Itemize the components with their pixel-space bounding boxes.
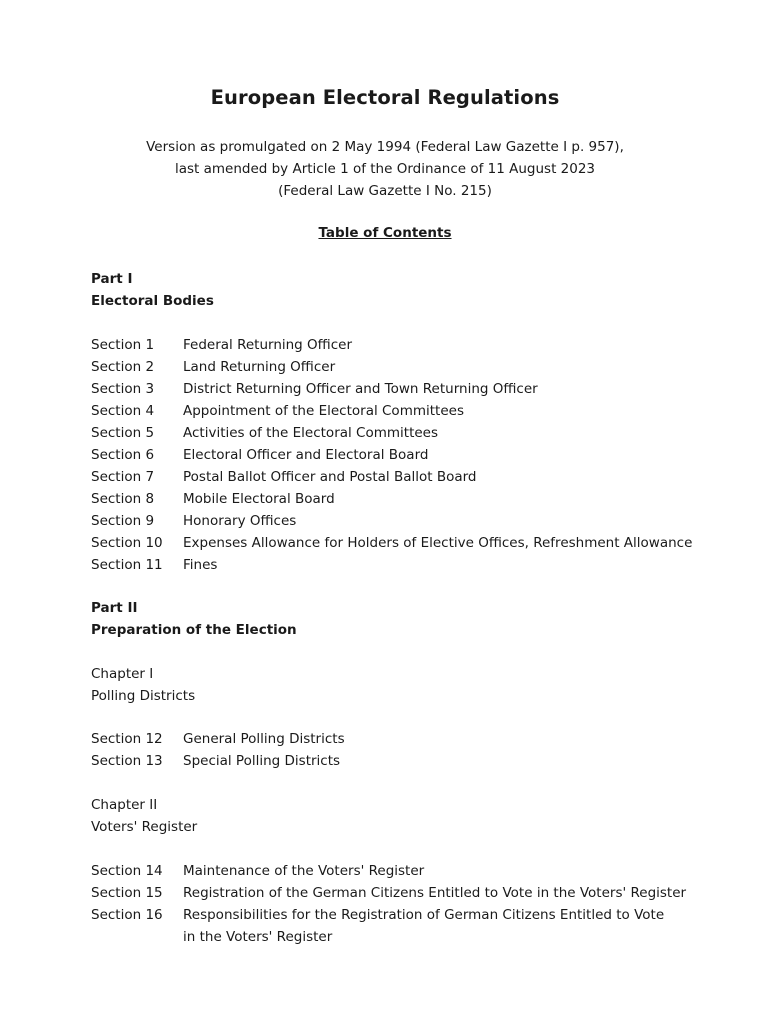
section-number: Section 4	[91, 403, 155, 419]
subtitle-line-3: (Federal Law Gazette I No. 215)	[278, 183, 492, 199]
section-title: General Polling Districts	[183, 731, 345, 747]
section-title: Mobile Electoral Board	[183, 491, 335, 507]
section-title: Federal Returning Officer	[183, 337, 352, 353]
section-number: Section 1	[91, 337, 155, 353]
section-title: Activities of the Electoral Committees	[183, 425, 439, 441]
document-title: European Electoral Regulations	[210, 86, 560, 109]
section-title: Expenses Allowance for Holders of Elective Offices, Refreshment Allowance	[183, 535, 693, 551]
subtitle-line-2: last amended by Article 1 of the Ordinance of 11 August 2023	[174, 161, 596, 177]
part-2-title: Preparation of the Election	[91, 622, 297, 638]
section-title: Honorary Offices	[183, 513, 297, 529]
section-number: Section 14	[91, 863, 163, 879]
section-title: Fines	[183, 557, 218, 573]
section-title: Electoral Officer and Electoral Board	[183, 447, 429, 463]
chapter-2-label: Chapter II	[91, 797, 158, 813]
part-1-label: Part I	[91, 271, 133, 287]
section-title: Appointment of the Electoral Committees	[183, 403, 464, 419]
section-number: Section 15	[91, 885, 163, 901]
section-title: Registration of the German Citizens Entitled to Vote in the Voters' Register	[183, 885, 687, 901]
chapter-2-title: Voters' Register	[91, 819, 198, 835]
section-number: Section 12	[91, 731, 163, 747]
toc-heading: Table of Contents	[318, 225, 452, 241]
section-number: Section 16	[91, 907, 163, 923]
section-number: Section 11	[91, 557, 163, 573]
section-number: Section 13	[91, 753, 163, 769]
section-number: Section 7	[91, 469, 155, 485]
section-title: Land Returning Officer	[183, 359, 336, 375]
section-title: Special Polling Districts	[183, 753, 341, 769]
section-number: Section 9	[91, 513, 155, 529]
section-title-continuation: in the Voters' Register	[183, 929, 333, 945]
section-title: Postal Ballot Officer and Postal Ballot Board	[183, 469, 477, 485]
part-2-label: Part II	[91, 600, 138, 616]
part-1-title: Electoral Bodies	[91, 293, 214, 309]
section-title: Responsibilities for the Registration of German Citizens Entitled to Vote	[183, 907, 665, 923]
chapter-1-title: Polling Districts	[91, 688, 196, 704]
section-number: Section 10	[91, 535, 163, 551]
section-number: Section 3	[91, 381, 155, 397]
section-number: Section 6	[91, 447, 155, 463]
section-number: Section 2	[91, 359, 155, 375]
section-title: Maintenance of the Voters' Register	[183, 863, 425, 879]
section-number: Section 8	[91, 491, 155, 507]
section-number: Section 5	[91, 425, 155, 441]
section-title: District Returning Officer and Town Returning Officer	[183, 381, 538, 397]
chapter-1-label: Chapter I	[91, 666, 154, 682]
subtitle-line-1: Version as promulgated on 2 May 1994 (Federal Law Gazette I p. 957),	[146, 139, 624, 155]
